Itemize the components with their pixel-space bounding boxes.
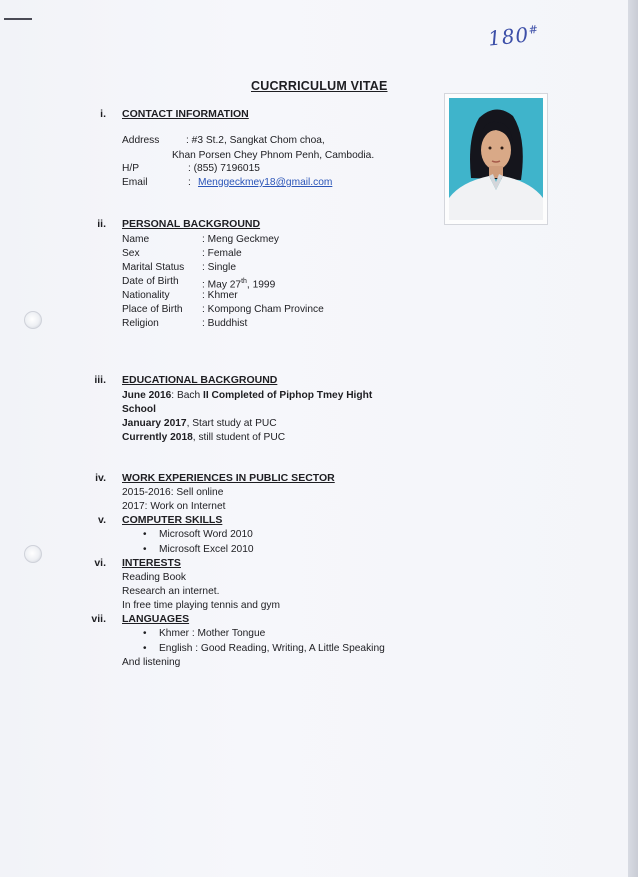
education-line-1 xyxy=(122,389,372,403)
language-continuation: And listening xyxy=(122,657,181,668)
dob-date: : May 27 xyxy=(202,279,242,291)
annotation-number: 180 xyxy=(486,22,531,51)
interest-item: Reading Book xyxy=(122,572,187,583)
dob-suffix: th xyxy=(241,278,247,285)
page-title: CUCRRICULUM VITAE xyxy=(251,79,388,93)
section-title-work: WORK EXPERIENCES IN PUBLIC SECTOR xyxy=(122,472,335,484)
bullet-icon: • xyxy=(143,643,147,654)
dob-year: , 1999 xyxy=(246,279,276,291)
section-number: vi. xyxy=(94,557,106,569)
personal-label-name: Name xyxy=(122,234,150,245)
work-item: 2015-2016: Sell online xyxy=(122,487,224,498)
personal-value-marital: : Single xyxy=(202,262,236,273)
personal-value-nationality: : Khmer xyxy=(202,290,238,301)
education-date-1: June 2016 xyxy=(122,390,172,401)
interest-item: Research an internet. xyxy=(122,586,220,597)
bullet-icon: • xyxy=(143,544,147,555)
section-title-contact: CONTACT INFORMATION xyxy=(122,108,249,120)
section-number: i. xyxy=(100,108,106,120)
personal-label-nationality: Nationality xyxy=(122,290,170,301)
section-title-personal: PERSONAL BACKGROUND xyxy=(122,218,261,230)
education-text-1: : Bach xyxy=(171,390,203,401)
personal-value-sex: : Female xyxy=(202,248,242,259)
personal-label-dob: Date of Birth xyxy=(122,276,179,287)
section-number: v. xyxy=(98,514,106,526)
personal-value-pob: : Kompong Cham Province xyxy=(202,304,324,315)
address-line-1: : #3 St.2, Sangkat Chom choa, xyxy=(186,135,325,146)
section-title-education: EDUCATIONAL BACKGROUND xyxy=(122,374,278,386)
paper-edge xyxy=(628,0,638,877)
pen-mark xyxy=(4,18,32,20)
portrait-image xyxy=(449,98,543,220)
bullet-icon: • xyxy=(143,628,147,639)
punch-hole-bottom xyxy=(24,545,42,563)
email-link[interactable]: Menggeckmey18@gmail.com xyxy=(198,177,333,188)
address-label: Address xyxy=(122,135,160,146)
section-number: iii. xyxy=(94,374,106,386)
phone-label: H/P xyxy=(122,163,139,174)
annotation-mark: # xyxy=(527,22,540,37)
education-text-4: , still student of PUC xyxy=(192,432,286,443)
email-label: Email xyxy=(122,177,148,188)
personal-label-pob: Place of Birth xyxy=(122,304,183,315)
address-line-2: Khan Porsen Chey Phnom Penh, Cambodia. xyxy=(172,150,375,161)
profile-photo xyxy=(444,93,548,225)
computer-skill-item: Microsoft Excel 2010 xyxy=(159,544,254,555)
section-title-computer: COMPUTER SKILLS xyxy=(122,514,223,526)
computer-skill-item: Microsoft Word 2010 xyxy=(159,529,253,540)
section-number: vii. xyxy=(91,613,106,625)
education-date-3: January 2017 xyxy=(122,418,187,429)
section-title-interests: INTERESTS xyxy=(122,557,181,569)
personal-label-religion: Religion xyxy=(122,318,159,329)
language-item: Khmer : Mother Tongue xyxy=(159,628,266,639)
education-bold-1: II Completed of Piphop Tmey Hight xyxy=(203,390,373,401)
punch-hole-top xyxy=(24,311,42,329)
email-separator: : xyxy=(188,177,191,188)
section-number: iv. xyxy=(95,472,106,484)
personal-value-name: : Meng Geckmey xyxy=(202,234,279,245)
phone-value: : (855) 7196015 xyxy=(188,163,260,174)
education-date-4: Currently 2018 xyxy=(122,432,193,443)
interest-item: In free time playing tennis and gym xyxy=(122,600,280,611)
section-title-languages: LANGUAGES xyxy=(122,613,190,625)
education-line-2: School xyxy=(122,404,156,415)
work-item: 2017: Work on Internet xyxy=(122,501,226,512)
personal-label-marital: Marital Status xyxy=(122,262,185,273)
education-line-4 xyxy=(122,431,285,445)
personal-value-religion: : Buddhist xyxy=(202,318,248,329)
bullet-icon: • xyxy=(143,529,147,540)
education-text-3: , Start study at PUC xyxy=(186,418,277,429)
education-line-3 xyxy=(122,417,277,431)
language-item: English : Good Reading, Writing, A Little Speaking xyxy=(159,643,385,654)
personal-label-sex: Sex xyxy=(122,248,140,259)
section-number: ii. xyxy=(97,218,106,230)
